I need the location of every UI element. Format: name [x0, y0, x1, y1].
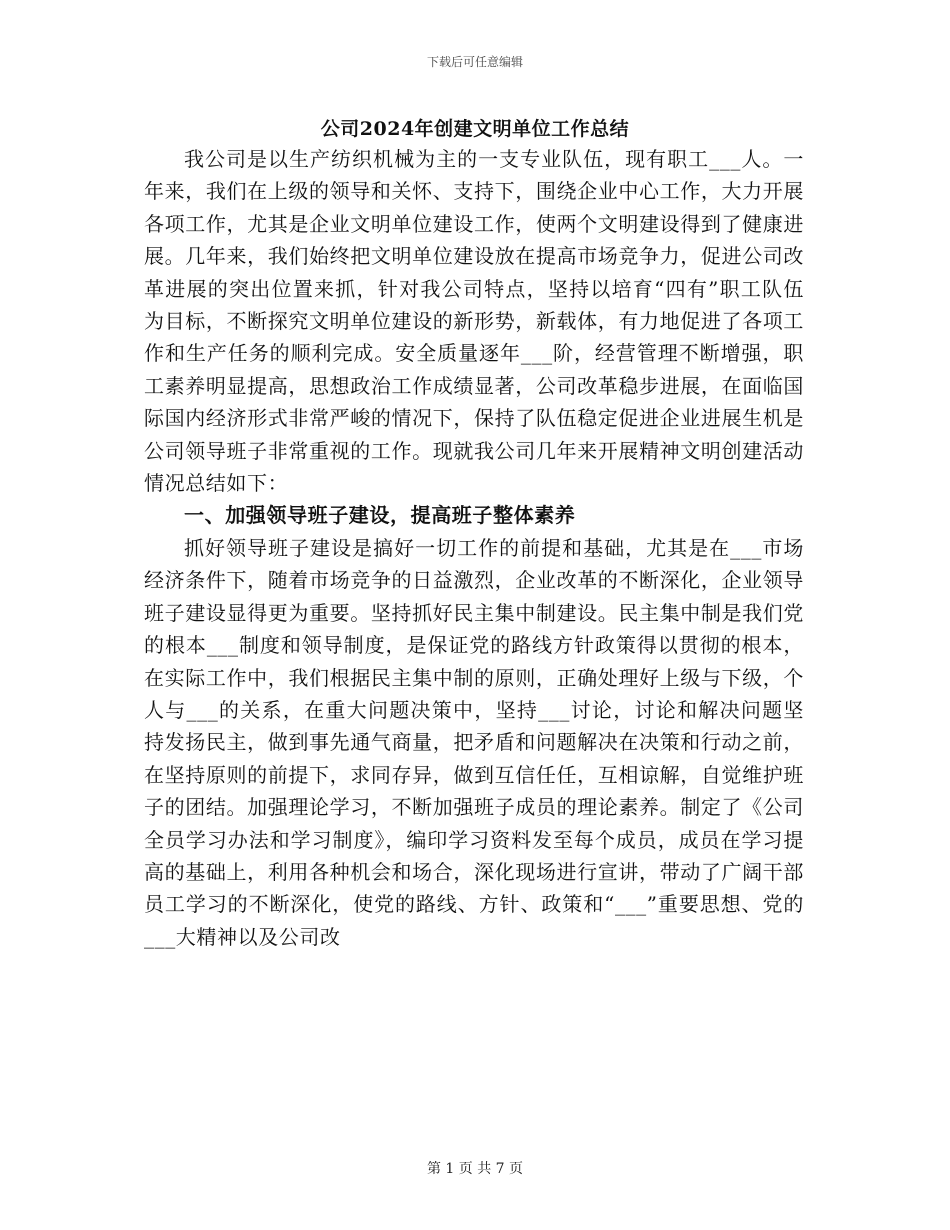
- intro-paragraph: 我公司是以生产纺织机械为主的一支专业队伍，现有职工___人。一年来，我们在上级的领导和关怀、支持下，围绕企业中心工作，大力开展各项工作，尤其是企业文明单位建设工作，使两个文明建设得到了健康进展。几年来，我们始终把文明单位建设放在提高市场竞争力，促进公司改革进展的突出位置来抓，针对我公司特点，坚持以培育“四有”职工队伍为目标，不断探究文明单位建设的新形势，新载体，有力地促进了各项工作和生产任务的顺利完成。安全质量逐年___阶，经营管理不断增强，职工素养明显提高，思想政治工作成绩显著，公司改革稳步进展，在面临国际国内经济形式非常严峻的情况下，保持了队伍稳定促进企业进展生机是公司领导班子非常重视的工作。现就我公司几年来开展精神文明创建活动情况总结如下：: [144, 147, 804, 496]
- page-header-note: 下载后可任意编辑: [426, 55, 523, 69]
- section-1-paragraph: 抓好领导班子建设是搞好一切工作的前提和基础，尤其是在___市场经济条件下，随着市场竞争的日益激烈，企业改革的不断深化，企业领导班子建设显得更为重要。坚持抓好民主集中制建设。民主集中制是我们党的根本___制度和领导制度，是保证党的路线方针政策得以贯彻的根本，在实际工作中，我们根据民主集中制的原则，正确处理好上级与下级，个人与___的关系，在重大问题决策中，坚持___讨论，讨论和解决问题坚持发扬民主，做到事先通气商量，把矛盾和问题解决在决策和行动之前，在坚持原则的前提下，求同存异，做到互信任任，互相谅解，自觉维护班子的团结。加强理论学习，不断加强班子成员的理论素养。制定了《公司全员学习办法和学习制度》，编印学习资料发至每个成员，成员在学习提高的基础上，利用各种机会和场合，深化现场进行宣讲，带动了广阔干部员工学习的不断深化，使党的路线、方针、政策和“___”重要思想、党的___大精神以及公司改: [144, 535, 804, 949]
- document-title: 公司2024年创建文明单位工作总结: [320, 118, 630, 140]
- page-number-footer: 第 1 页 共 7 页: [426, 1161, 524, 1177]
- section-heading-1: 一、加强领导班子建设，提高班子整体素养: [184, 503, 576, 528]
- document-body: [144, 143, 804, 953]
